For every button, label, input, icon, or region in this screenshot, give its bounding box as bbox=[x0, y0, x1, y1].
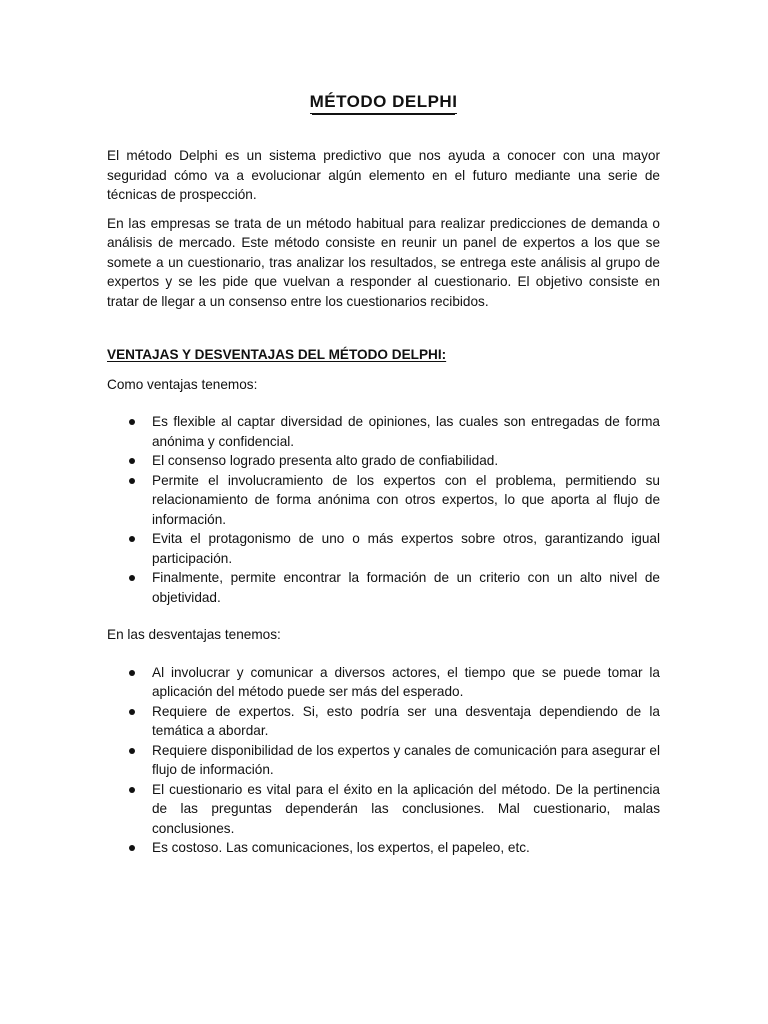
bullet-icon bbox=[129, 419, 135, 425]
advantages-intro: Como ventajas tenemos: bbox=[107, 376, 258, 392]
list-item-text: Al involucrar y comunicar a diversos actores, el tiempo que se puede tomar la aplicación del método puede ser más del esperado. bbox=[152, 664, 660, 699]
list-item bbox=[107, 780, 660, 839]
disadvantages-list bbox=[107, 663, 660, 858]
document-title-text: MÉTODO DELPHI bbox=[310, 92, 458, 114]
list-item-text: Finalmente, permite encontrar la formación de un criterio con un alto nivel de objetividad. bbox=[152, 570, 660, 605]
intro-paragraph-1: El método Delphi es un sistema predictivo que nos ayuda a conocer con una mayor seguridad cómo va a evolucionar algún elemento en el futuro mediante una serie de técnicas de prospección. bbox=[107, 148, 660, 202]
list-item bbox=[107, 529, 660, 568]
document-content bbox=[107, 92, 660, 876]
section-heading: VENTAJAS Y DESVENTAJAS DEL MÉTODO DELPHI: bbox=[107, 347, 447, 362]
list-item bbox=[107, 471, 660, 530]
list-item-text: Permite el involucramiento de los expertos con el problema, permitiendo su relacionamiento de forma anónima con otros expertos, lo que aporta al flujo de información. bbox=[152, 472, 660, 527]
bullet-icon bbox=[129, 670, 135, 676]
list-item bbox=[107, 741, 660, 780]
bullet-icon bbox=[129, 536, 135, 542]
bullet-icon bbox=[129, 458, 135, 464]
list-item-text: Es costoso. Las comunicaciones, los expertos, el papeleo, etc. bbox=[152, 840, 530, 855]
document-title bbox=[107, 92, 660, 114]
list-item bbox=[107, 412, 660, 451]
list-item bbox=[107, 702, 660, 741]
bullet-icon bbox=[129, 478, 135, 484]
list-item bbox=[107, 663, 660, 702]
disadvantages-intro: En las desventajas tenemos: bbox=[107, 627, 281, 642]
bullet-icon bbox=[129, 787, 135, 793]
list-item bbox=[107, 451, 660, 471]
list-item-text: El cuestionario es vital para el éxito en la aplicación del método. De la pertinencia de las preguntas dependerán las conclusiones. Mal cuestionario, malas conclusiones. bbox=[152, 781, 660, 836]
list-item-text: Requiere disponibilidad de los expertos y canales de comunicación para asegurar el flujo de información. bbox=[152, 742, 660, 777]
intro-paragraph-2: En las empresas se trata de un método habitual para realizar predicciones de demanda o análisis de mercado. Este método consiste en reunir un panel de expertos a los que se somete a un cuestionario, tras analizar los resultados, se entrega este análisis al grupo de expertos y se les pide que vuelvan a responder al cuestionario. El objetivo consiste en tratar de llegar a un consenso entre los cuestionarios recibidos. bbox=[107, 215, 660, 309]
list-item-text: Requiere de expertos. Si, esto podría ser una desventaja dependiendo de la temática a abordar. bbox=[152, 703, 660, 738]
bullet-icon bbox=[129, 575, 135, 581]
bullet-icon bbox=[129, 709, 135, 715]
list-item bbox=[107, 838, 660, 858]
list-item-text: El consenso logrado presenta alto grado de confiabilidad. bbox=[152, 453, 499, 468]
advantages-list bbox=[107, 412, 660, 607]
bullet-icon bbox=[129, 845, 135, 851]
list-item-text: Es flexible al captar diversidad de opiniones, las cuales son entregadas de forma anónima y confidencial. bbox=[152, 414, 660, 449]
list-item-text: Evita el protagonismo de uno o más expertos sobre otros, garantizando igual participación. bbox=[152, 531, 660, 566]
list-item bbox=[107, 568, 660, 607]
bullet-icon bbox=[129, 748, 135, 754]
